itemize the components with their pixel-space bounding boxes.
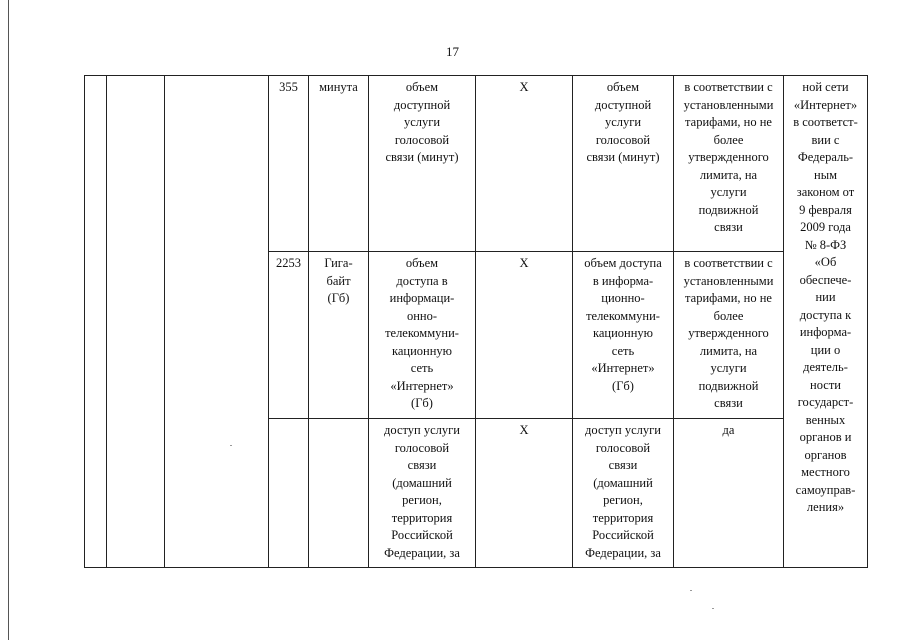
document-table [84,75,868,568]
unit-cell: Гига- байт (Гб) [309,252,369,419]
code-cell: 2253 [269,252,309,419]
limit-cell: в соответствии с установленными тарифами, но не более утвержденного лимита, на услуги подвижной связи [674,252,784,419]
value-cell: объем доступа в информа- ционно- телекоммуни- кационную сеть «Интернет» (Гб) [573,252,674,419]
scan-speck [230,445,232,446]
unit-cell [309,419,369,568]
characteristic-cell: объем доступа в информаци- онно- телекоммуни- кационную сеть «Интернет» (Гб) [369,252,476,419]
limit-cell: в соответствии с установленными тарифами, но не более утвержденного лимита, на услуги подвижной связи [674,76,784,252]
scan-speck [712,608,714,609]
value-cell: объем доступной услуги голосовой связи (минут) [573,76,674,252]
mark-cell: X [476,76,573,252]
scan-speck [690,590,692,591]
value-cell: доступ услуги голосовой связи (домашний регион, территория Российской Федерации, за [573,419,674,568]
mark-cell: X [476,419,573,568]
legal-basis-cell: ной сети «Интернет» в соответст- вии с Федераль- ным законом от 9 февраля 2009 года № 8-ФЗ «Об обеспече- нии доступа к информа- ции о деятель- ности государст- венных органов и органов местного самоуправ- ления» [784,76,868,568]
empty-cell [85,76,107,568]
unit-cell: минута [309,76,369,252]
characteristic-cell: доступ услуги голосовой связи (домашний регион, территория Российской Федерации, за [369,419,476,568]
code-cell: 355 [269,76,309,252]
characteristic-cell: объем доступной услуги голосовой связи (минут) [369,76,476,252]
limit-cell: да [674,419,784,568]
table-row [85,76,868,252]
page-number: 17 [446,44,459,59]
code-cell [269,419,309,568]
scan-edge-line [8,0,9,640]
empty-cell [165,76,269,568]
mark-cell: X [476,252,573,419]
empty-cell [107,76,165,568]
